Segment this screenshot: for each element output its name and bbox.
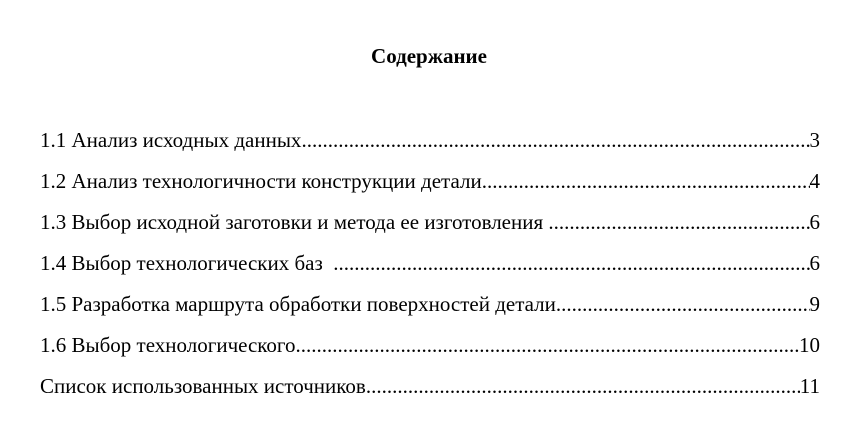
toc-entry-label: 1.2 Анализ технологичности конструкции детали: [40, 169, 482, 193]
toc-entry-label: 1.1 Анализ исходных данных: [40, 128, 302, 152]
toc-entry-1-1: [40, 126, 820, 167]
toc-entry-1-2: [40, 167, 820, 208]
toc-entry-1-5: [40, 290, 820, 331]
toc-entry-1-6: [40, 331, 820, 372]
toc-list: [40, 126, 820, 413]
toc-page-number: 3: [809, 128, 820, 152]
toc-dot-leader: [366, 372, 800, 400]
toc-entry-1-3: [40, 208, 820, 249]
toc-page-number: 6: [809, 210, 820, 234]
toc-entry-label: 1.5 Разработка маршрута обработки поверхностей детали: [40, 292, 556, 316]
toc-dot-leader: [333, 249, 809, 277]
toc-page-number: 6: [809, 251, 820, 275]
toc-page-number: 9: [809, 292, 820, 316]
toc-dot-leader: [301, 126, 809, 154]
toc-dot-leader: [296, 331, 799, 359]
toc-entry-1-4: [40, 249, 820, 290]
toc-title: Содержание: [371, 44, 487, 68]
toc-entry-label: 1.3 Выбор исходной заготовки и метода ее изготовления: [40, 210, 549, 234]
toc-entry-label: Список использованных источников: [40, 374, 366, 398]
toc-page-number: 4: [809, 169, 820, 193]
toc-entry-label: 1.4 Выбор технологических баз: [40, 251, 334, 275]
toc-entry-label: 1.6 Выбор технологического: [40, 333, 296, 357]
toc-dot-leader: [548, 208, 809, 236]
toc-dot-leader: [482, 167, 810, 195]
toc-entry-sources: [40, 372, 820, 413]
toc-page-number: 11: [799, 374, 820, 398]
toc-dot-leader: [556, 290, 810, 318]
toc-page-number: 10: [799, 333, 820, 357]
